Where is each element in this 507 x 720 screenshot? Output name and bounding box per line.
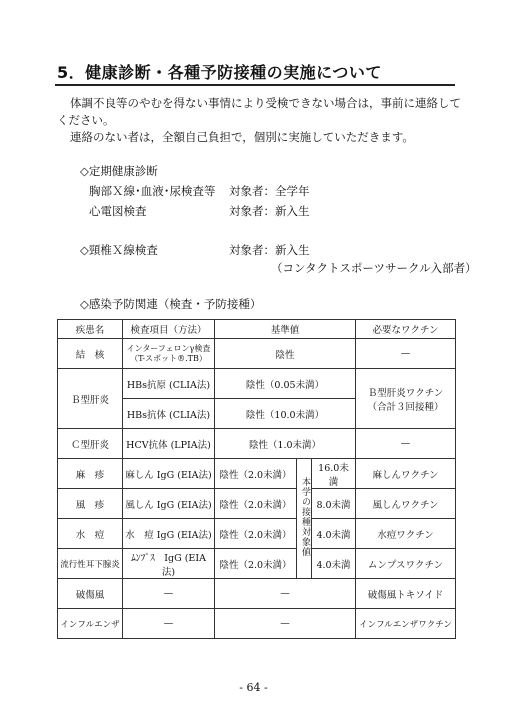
standard-cell: 陰性（0.05未満） bbox=[215, 369, 356, 399]
disease-cell: 破傷風 bbox=[58, 579, 123, 609]
vaccine-cell: 破傷風トキソイド bbox=[356, 579, 456, 609]
vaccine-line: Ｂ型肝炎ワクチン bbox=[367, 387, 444, 399]
col-header-standard: 基準値 bbox=[215, 320, 356, 339]
section-heading: 5．健康診断・各種予防接種の実施について bbox=[57, 63, 382, 82]
col-header-disease: 疾患名 bbox=[58, 320, 123, 339]
intro-line-2: ください。 bbox=[57, 113, 115, 127]
standard-cell: 陰性 bbox=[215, 339, 356, 369]
vaccine-line: （合計３回接種） bbox=[367, 401, 444, 413]
disease-cell: 水 痘 bbox=[58, 519, 123, 549]
table-row bbox=[58, 429, 456, 459]
disease-cell: 流行性耳下腺炎 bbox=[58, 549, 123, 579]
standard-cell: — bbox=[215, 609, 356, 639]
checkup-item-name: 胸部Ｘ線･血液･尿検査等 bbox=[89, 184, 216, 198]
disease-cell: Ｃ型肝炎 bbox=[58, 429, 123, 459]
vertical-label: 本学の接種対象値 bbox=[300, 477, 310, 557]
disease-cell: Ｂ型肝炎 bbox=[58, 369, 123, 429]
table-row bbox=[58, 519, 456, 549]
col-header-test: 検査項目（方法） bbox=[123, 320, 215, 339]
cervical-target: 対象者：新入生 bbox=[229, 243, 310, 257]
checkup-item-name: 心電図検査 bbox=[89, 204, 147, 218]
disease-cell: インフルエンザ bbox=[58, 609, 123, 639]
vaccine-cell: — bbox=[356, 429, 456, 459]
test-cell: 水 痘 IgG (EIA法) bbox=[123, 519, 215, 549]
infection-title: ◇感染予防関連（検査・予防接種） bbox=[80, 297, 262, 311]
vaccine-cell: 風しんワクチン bbox=[356, 489, 456, 519]
target-value-cell: 8.0未満 bbox=[312, 489, 356, 519]
standard-cell: 陰性（1.0未満） bbox=[215, 429, 356, 459]
test-cell: 風しん IgG (EIA法) bbox=[123, 489, 215, 519]
vaccine-cell: ムンプスワクチン bbox=[356, 549, 456, 579]
infection-table bbox=[57, 319, 456, 639]
test-line: インターフェロンγ検査 bbox=[126, 343, 211, 353]
table-header-row bbox=[58, 320, 456, 339]
table-row bbox=[58, 579, 456, 609]
table-row bbox=[58, 339, 456, 369]
test-cell bbox=[123, 339, 215, 369]
table-row bbox=[58, 459, 456, 489]
vaccine-cell: 水痘ワクチン bbox=[356, 519, 456, 549]
table-row bbox=[58, 369, 456, 399]
standard-cell: — bbox=[215, 579, 356, 609]
intro-line-1: 体調不良等のやむを得ない事情により受検できない場合は，事前に連絡して bbox=[70, 96, 461, 110]
vaccine-cell bbox=[356, 369, 456, 429]
test-line: （T-スポット®.TB） bbox=[130, 353, 207, 363]
disease-cell: 風 疹 bbox=[58, 489, 123, 519]
heading-underline bbox=[55, 84, 455, 86]
checkup-title: ◇定期健康診断 bbox=[80, 164, 158, 178]
test-cell: — bbox=[123, 609, 215, 639]
test-cell: HBs抗原 (CLIA法) bbox=[123, 369, 215, 399]
cervical-note: （コンタクトスポーツサークル入部者） bbox=[271, 261, 477, 275]
standard-cell: 陰性（2.0未満） bbox=[215, 519, 297, 549]
cervical-title: ◇頸椎Ｘ線検査 bbox=[80, 243, 158, 257]
test-cell: HCV抗体 (LPIA法) bbox=[123, 429, 215, 459]
vaccine-cell: — bbox=[356, 339, 456, 369]
standard-cell: 陰性（2.0未満） bbox=[215, 489, 297, 519]
test-cell: — bbox=[123, 579, 215, 609]
vertical-label-cell bbox=[297, 459, 312, 579]
checkup-item-target: 対象者：全学年 bbox=[229, 184, 310, 198]
table-row bbox=[58, 609, 456, 639]
vaccine-cell: 麻しんワクチン bbox=[356, 459, 456, 489]
page-number: - 64 - bbox=[239, 681, 268, 694]
disease-cell: 結 核 bbox=[58, 339, 123, 369]
intro-line-3: 連絡のない者は，全額自己負担で，個別に実施していただきます。 bbox=[70, 130, 414, 144]
table-row bbox=[58, 489, 456, 519]
disease-cell: 麻 疹 bbox=[58, 459, 123, 489]
target-value-cell: 4.0未満 bbox=[312, 519, 356, 549]
vaccine-cell: インフルエンザワクチン bbox=[356, 609, 456, 639]
table-row bbox=[58, 549, 456, 579]
standard-cell: 陰性（2.0未満） bbox=[215, 459, 297, 489]
test-cell: HBs抗体 (CLIA法) bbox=[123, 399, 215, 429]
checkup-item-target: 対象者：新入生 bbox=[229, 204, 310, 218]
standard-cell: 陰性（2.0未満） bbox=[215, 549, 297, 579]
test-cell: ﾑﾝﾌﾟｽ IgG (EIA法) bbox=[123, 549, 215, 579]
standard-cell: 陰性（10.0未満） bbox=[215, 399, 356, 429]
target-value-cell: 16.0未満 bbox=[312, 459, 356, 489]
target-value-cell: 4.0未満 bbox=[312, 549, 356, 579]
test-cell: 麻しん IgG (EIA法) bbox=[123, 459, 215, 489]
col-header-vaccine: 必要なワクチン bbox=[356, 320, 456, 339]
